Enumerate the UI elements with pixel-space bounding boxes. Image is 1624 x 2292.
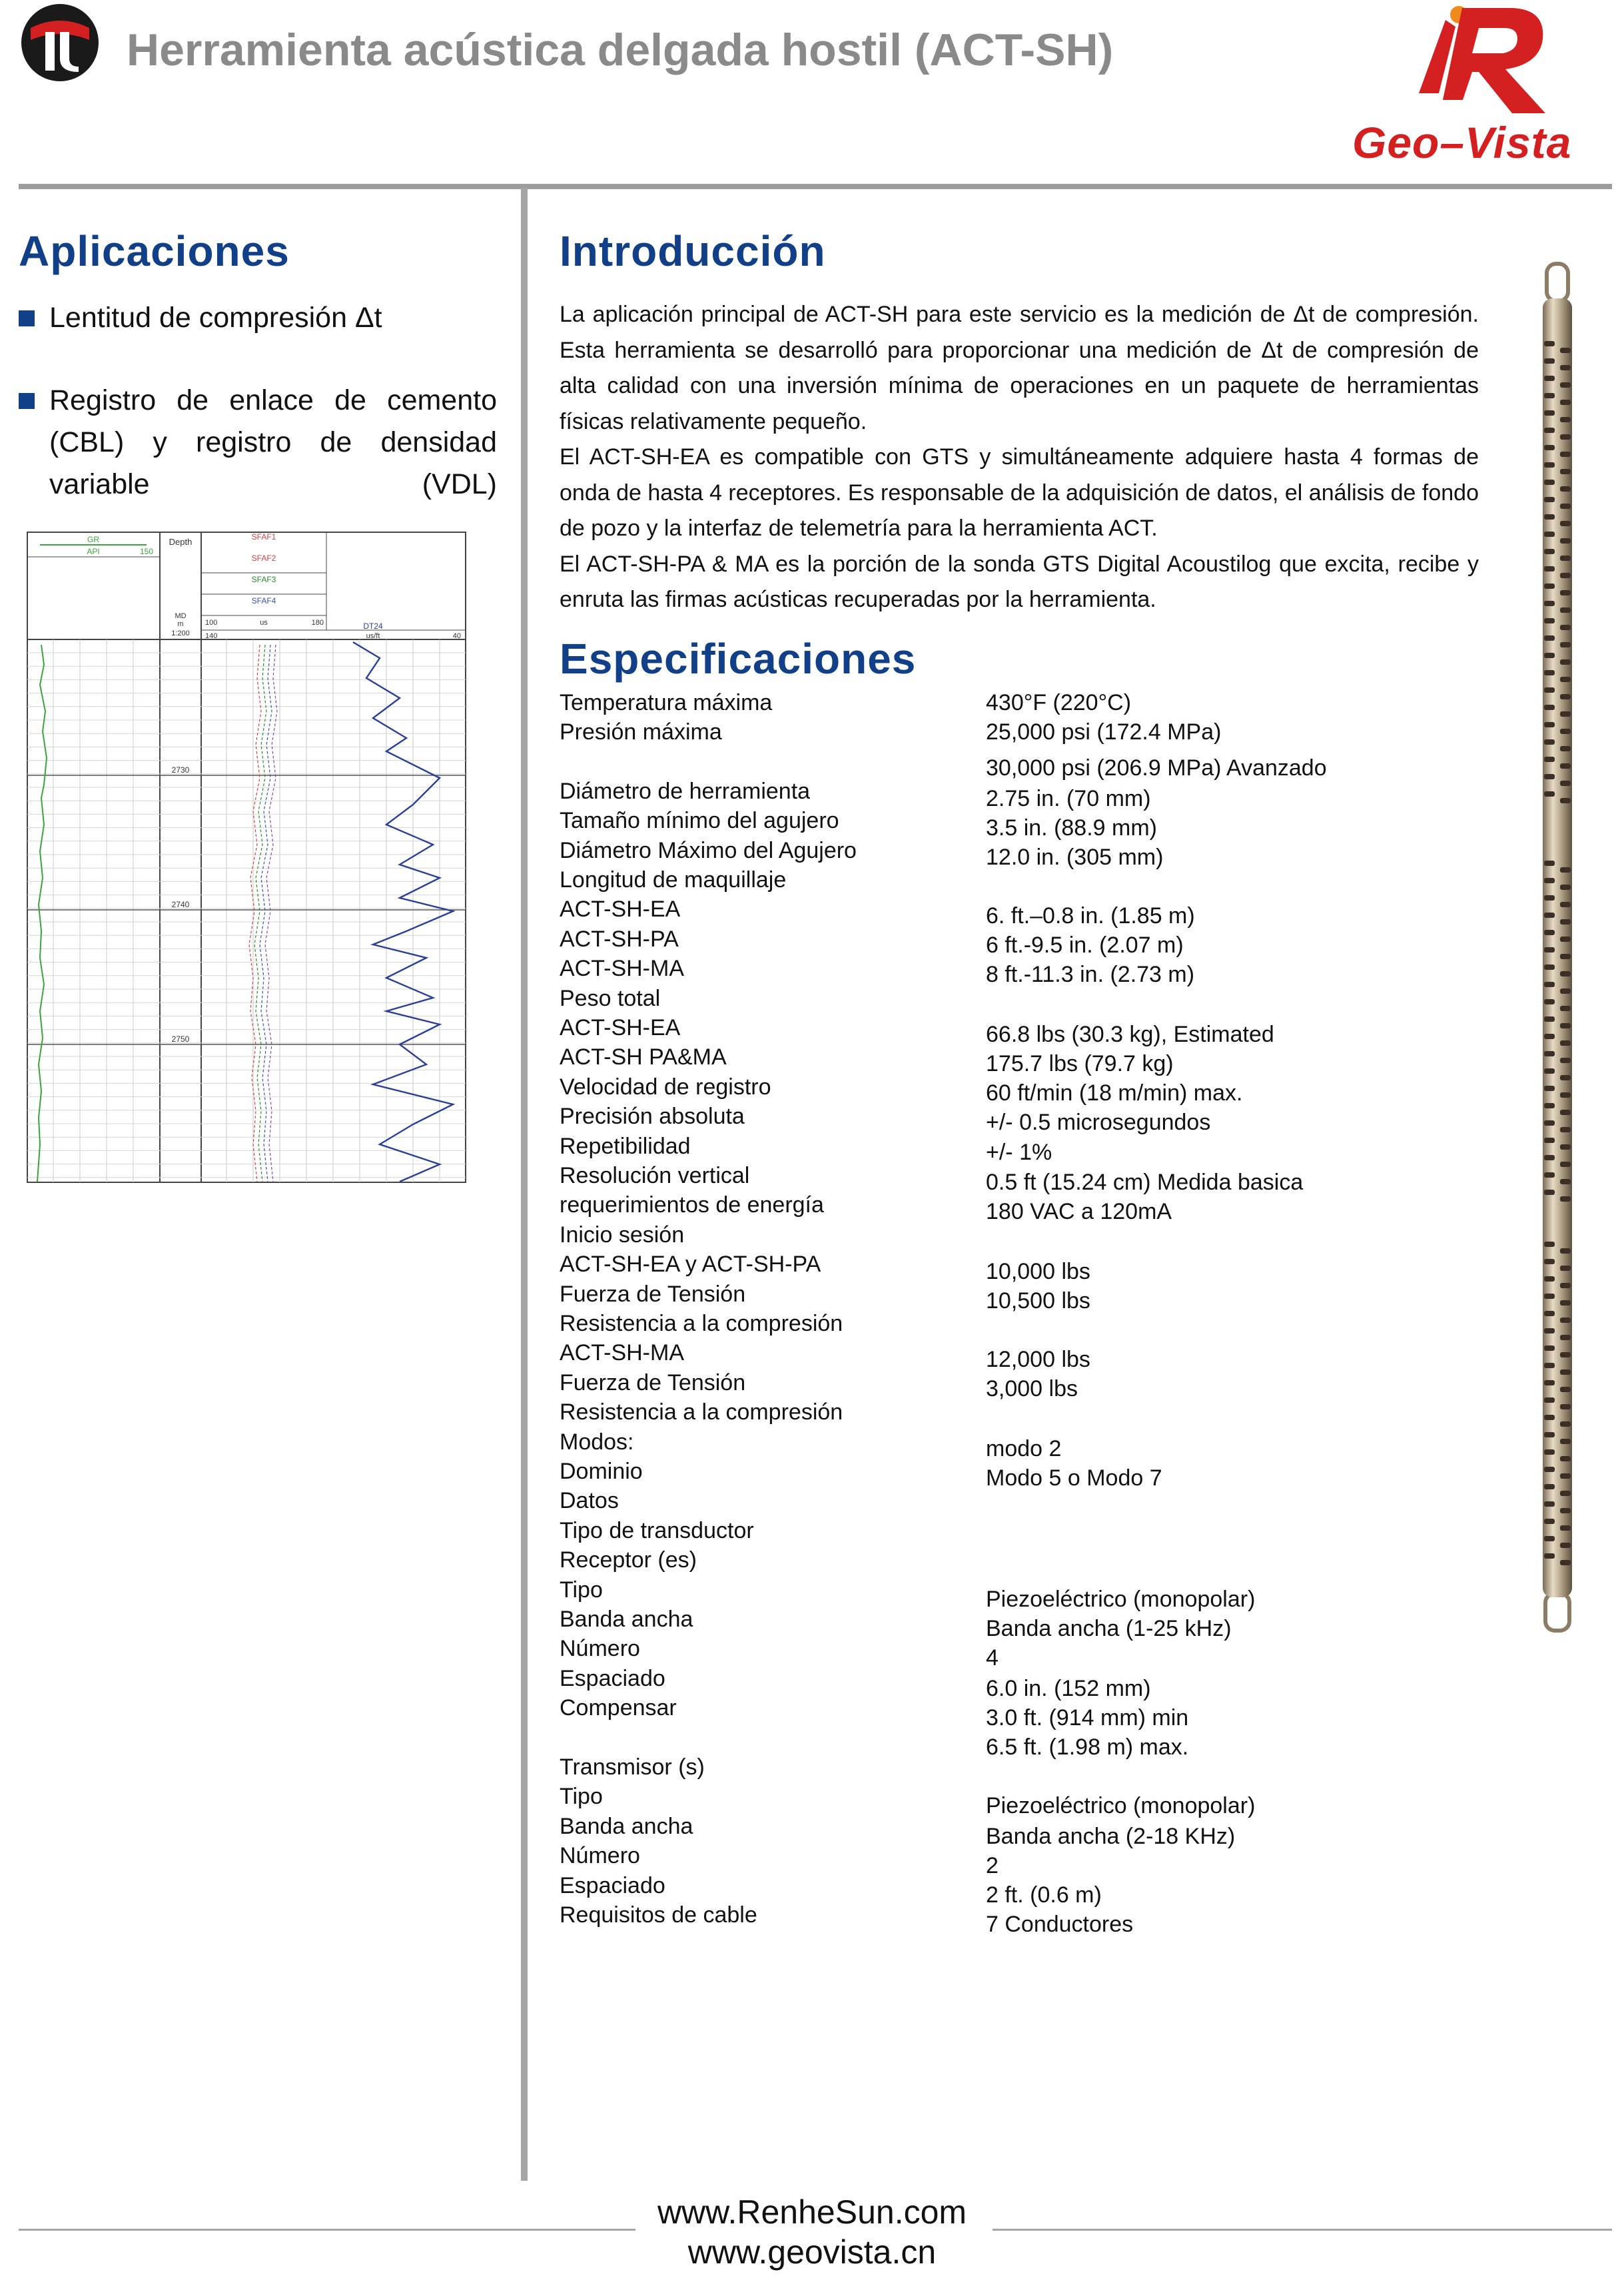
act-sh-tool-image: [1525, 261, 1589, 1633]
spec-value: 0.5 ft (15.24 cm) Medida basica: [986, 1170, 1304, 1195]
well-log-figure: [27, 532, 466, 1183]
depth-tick-label: 2740: [171, 900, 190, 909]
spec-label: Número: [560, 1843, 640, 1868]
log-header-label: SFAF3: [251, 575, 276, 584]
log-header-label: us: [260, 619, 268, 627]
log-header-label: API: [87, 547, 100, 556]
intro-paragraph: La aplicación principal de ACT-SH para este servicio es la medición de Δt de compresión. Esta herramienta se desarrolló para proporcionar una medición de Δt de compresión de alta calidad con una inversión mínima de operaciones en un paquete de herramientas físicas relativamente pequeño.: [560, 302, 1479, 434]
bullet-square-icon: [19, 310, 35, 326]
spec-value: 8 ft.-11.3 in. (2.73 m): [986, 962, 1195, 987]
spec-label: Fuerza de Tensión: [560, 1370, 746, 1395]
spec-value: 6.5 ft. (1.98 m) max.: [986, 1734, 1189, 1760]
spec-value: 7 Conductores: [986, 1912, 1134, 1937]
spec-label: Número: [560, 1636, 640, 1661]
spec-value: modo 2: [986, 1436, 1062, 1461]
spec-label: Tamaño mínimo del agujero: [560, 808, 839, 833]
page-title: Herramienta acústica delgada hostil (ACT-SH): [127, 25, 1114, 75]
spec-value: 3.0 ft. (914 mm) min: [986, 1705, 1189, 1730]
spec-label: ACT-SH-EA: [560, 897, 681, 922]
spec-label: Tipo: [560, 1784, 603, 1809]
spec-label: ACT-SH-EA: [560, 1015, 681, 1040]
spec-value: 3.5 in. (88.9 mm): [986, 815, 1157, 841]
spec-label: ACT-SH-PA: [560, 927, 679, 952]
spec-value: 66.8 lbs (30.3 kg), Estimated: [986, 1022, 1274, 1047]
spec-label: Datos: [560, 1488, 619, 1513]
spec-value: 6.0 in. (152 mm): [986, 1676, 1151, 1701]
spec-value: Piezoeléctrico (monopolar): [986, 1587, 1256, 1612]
intro-paragraph: El ACT-SH-PA & MA es la porción de la sonda GTS Digital Acoustilog que excita, recibe y enruta las firmas acústicas recuperadas por la herramienta.: [560, 551, 1479, 612]
spec-value: 6 ft.-9.5 in. (2.07 m): [986, 933, 1184, 958]
spec-label: Receptor (es): [560, 1547, 697, 1573]
depth-tick-label: 2730: [171, 765, 190, 775]
geo-vista-wordmark: Geo–Vista: [1352, 118, 1572, 167]
spec-label: Velocidad de registro: [560, 1074, 771, 1100]
spec-label: Tipo: [560, 1577, 603, 1603]
renhesun-logo: [19, 1, 101, 84]
spec-label: ACT-SH-EA y ACT-SH-PA: [560, 1252, 821, 1277]
spec-label: Modos:: [560, 1429, 634, 1455]
log-header-label: SFAF2: [251, 554, 276, 563]
log-header-label: Depth: [169, 537, 193, 547]
spec-label: Presión máxima: [560, 719, 722, 745]
spec-value: 10,500 lbs: [986, 1288, 1090, 1314]
spec-value: 2.75 in. (70 mm): [986, 786, 1151, 811]
log-header-label: 180: [311, 619, 324, 627]
spec-value: 175.7 lbs (79.7 kg): [986, 1051, 1174, 1076]
spec-label: Temperatura máxima: [560, 690, 773, 715]
introduction-heading: Introducción: [560, 227, 826, 275]
spec-value: +/- 1%: [986, 1140, 1052, 1165]
spec-value: 2 ft. (0.6 m): [986, 1882, 1102, 1908]
application-item-text: Lentitud de compresión Δt: [49, 302, 382, 334]
spec-value: 12,000 lbs: [986, 1347, 1090, 1372]
log-header-label: DT24: [363, 621, 383, 631]
spec-label: ACT-SH-MA: [560, 956, 684, 981]
intro-paragraph: El ACT-SH-EA es compatible con GTS y simultáneamente adquiere hasta 4 formas de onda de hasta 4 receptores. Es responsable de la adquisición de datos, el análisis de fondo de pozo y la interfaz de telemetría para la herramienta ACT.: [560, 444, 1479, 541]
spec-label: Requisitos de cable: [560, 1902, 757, 1928]
applications-heading: Aplicaciones: [19, 227, 290, 275]
spec-label: Transmisor (s): [560, 1754, 705, 1780]
depth-tick-label: 2750: [171, 1034, 190, 1044]
spec-value: 25,000 psi (172.4 MPa): [986, 719, 1222, 745]
bullet-square-icon: [19, 393, 35, 409]
spec-label: Tipo de transductor: [560, 1518, 754, 1543]
column-divider: [521, 188, 528, 2181]
spec-label: Fuerza de Tensión: [560, 1282, 746, 1307]
spec-value: 4: [986, 1645, 999, 1671]
spec-value: 12.0 in. (305 mm): [986, 845, 1164, 870]
specifications-heading: Especificaciones: [560, 635, 917, 683]
log-header-label: 100: [205, 619, 218, 627]
spec-value: +/- 0.5 microsegundos: [986, 1110, 1211, 1135]
log-header-label: GR: [87, 535, 99, 544]
spec-label: Espaciado: [560, 1873, 665, 1898]
spec-label: Longitud de maquillaje: [560, 867, 787, 893]
spec-label: Diámetro Máximo del Agujero: [560, 838, 857, 863]
spec-label: Precisión absoluta: [560, 1104, 745, 1129]
log-header-label: 150: [139, 547, 153, 556]
spec-label: Resolución vertical: [560, 1163, 750, 1188]
log-header-label: MD: [175, 612, 187, 620]
spec-label: ACT-SH PA&MA: [560, 1044, 727, 1070]
spec-label: Resistencia a la compresión: [560, 1311, 843, 1336]
footer-website-link[interactable]: www.geovista.cn: [687, 2233, 937, 2271]
log-header-label: SFAF1: [251, 532, 276, 542]
spec-value: 430°F (220°C): [986, 690, 1132, 715]
footer-website-link[interactable]: www.RenheSun.com: [657, 2193, 967, 2231]
log-header-label: 1:200: [171, 629, 190, 637]
spec-value: 3,000 lbs: [986, 1376, 1078, 1401]
spec-label: Banda ancha: [560, 1607, 693, 1632]
log-header-label: SFAF4: [251, 596, 276, 605]
spec-value: 6. ft.–0.8 in. (1.85 m): [986, 903, 1195, 929]
spec-label: Diámetro de herramienta: [560, 779, 811, 804]
spec-value: Banda ancha (1-25 kHz): [986, 1616, 1232, 1641]
spec-label: requerimientos de energía: [560, 1192, 824, 1218]
spec-label: Inicio sesión: [560, 1222, 685, 1248]
spec-label: Banda ancha: [560, 1814, 693, 1839]
introduction-body: [560, 297, 1479, 618]
spec-value: 180 VAC a 120mA: [986, 1199, 1172, 1224]
spec-value: 10,000 lbs: [986, 1259, 1090, 1284]
log-header-label: m: [177, 620, 184, 628]
spec-label: Resistencia a la compresión: [560, 1399, 843, 1425]
spec-label: ACT-SH-MA: [560, 1340, 684, 1365]
spec-label: Espaciado: [560, 1666, 665, 1691]
application-item: [19, 297, 497, 339]
spec-value: Piezoeléctrico (monopolar): [986, 1793, 1256, 1818]
application-item: [19, 380, 497, 548]
spec-label: Compensar: [560, 1695, 677, 1720]
spec-label: Repetibilidad: [560, 1134, 691, 1159]
log-header-label: 40: [452, 632, 461, 640]
log-header-label: 140: [205, 632, 218, 640]
header-divider: [19, 184, 1612, 189]
spec-value: 30,000 psi (206.9 MPa) Avanzado: [986, 755, 1327, 781]
application-item-text: Registro de enlace de cemento (CBL) y registro de densidad variable (VDL): [49, 384, 497, 500]
spec-label: Dominio: [560, 1459, 643, 1484]
spec-value: Banda ancha (2-18 KHz): [986, 1824, 1236, 1849]
spec-label: Peso total: [560, 986, 661, 1011]
spec-value: 2: [986, 1853, 999, 1878]
spec-value: Modo 5 o Modo 7: [986, 1465, 1162, 1491]
spec-value: 60 ft/min (18 m/min) max.: [986, 1080, 1243, 1106]
log-header-label: us/ft: [366, 632, 380, 640]
